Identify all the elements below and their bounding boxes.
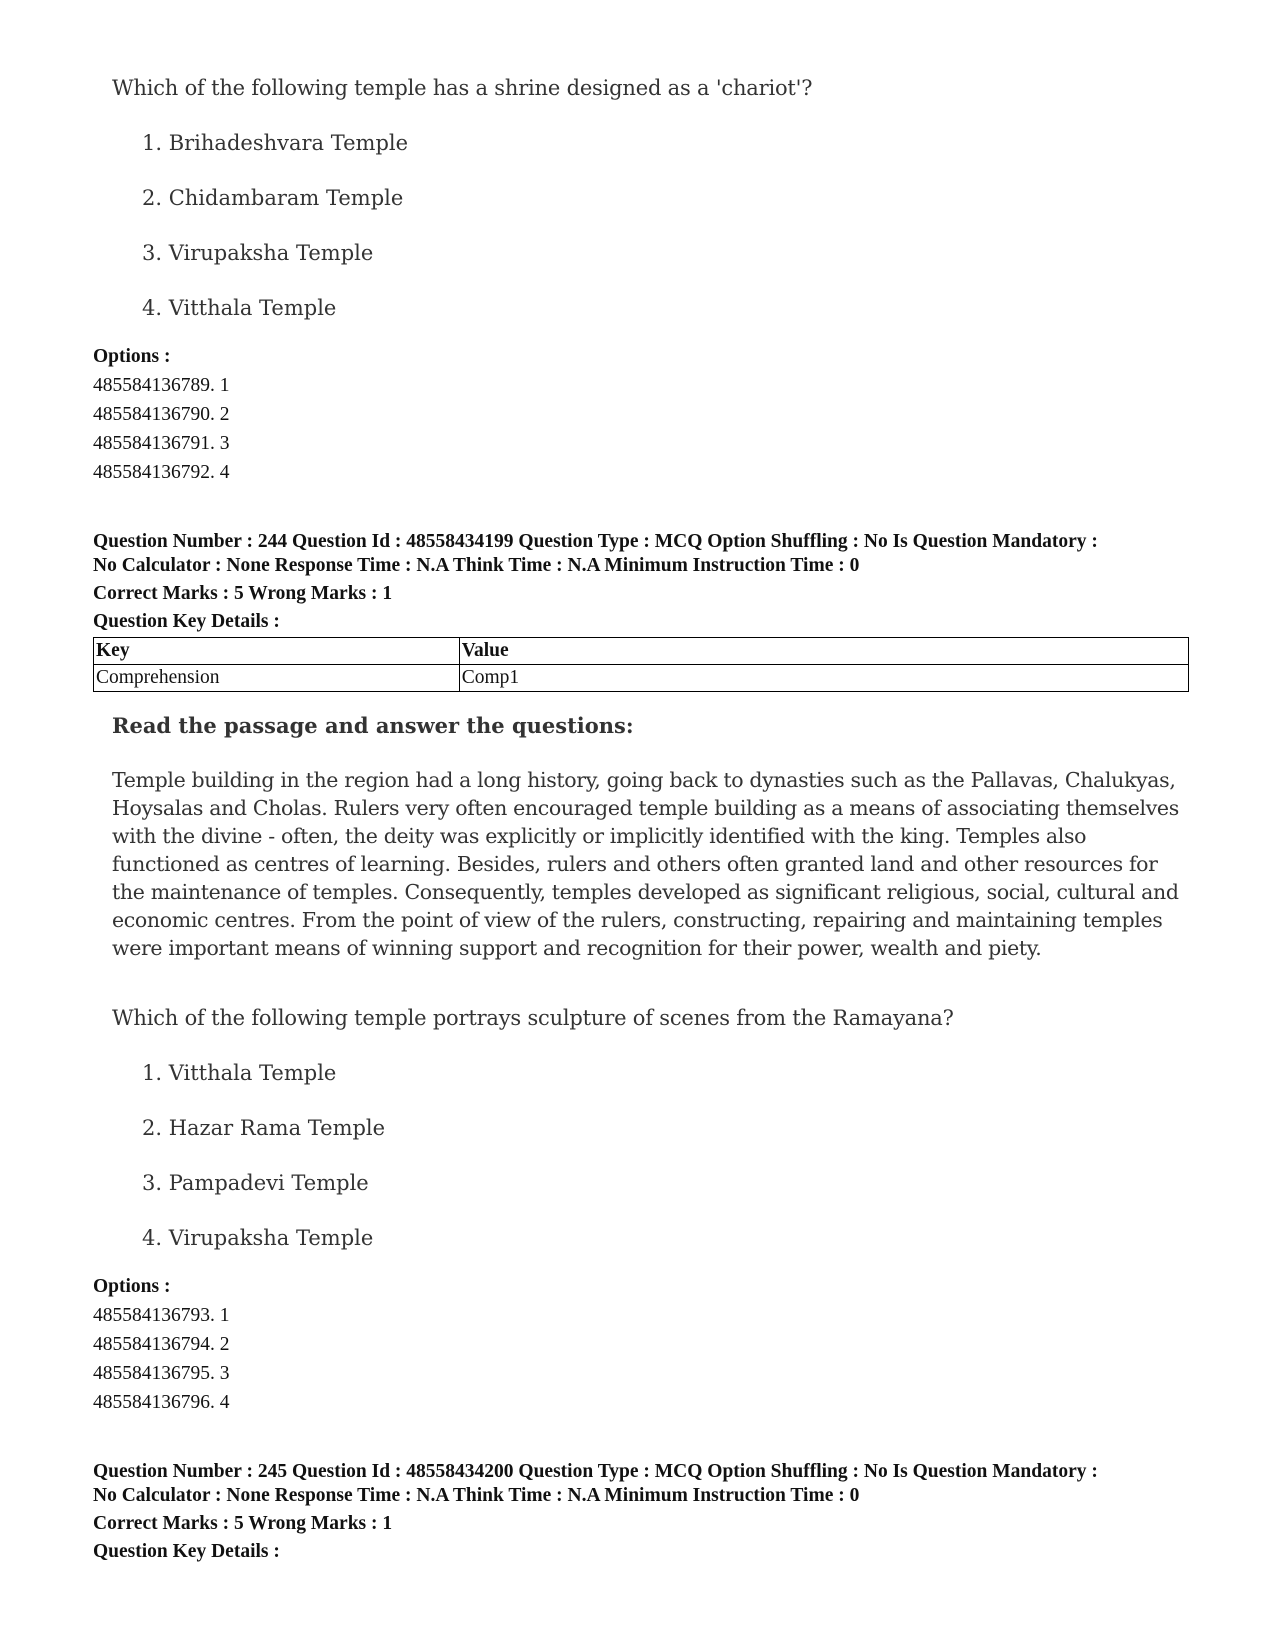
option-id-4: 485584136796. 4 <box>93 1392 230 1413</box>
key-details-label: Question Key Details : <box>93 611 280 632</box>
question-meta-line-2: No Calculator : None Response Time : N.A Think Time : N.A Minimum Instruction Time : 0 <box>93 555 860 576</box>
question-meta-line-1: Question Number : 245 Question Id : 48558434200 Question Type : MCQ Option Shuffling : No Is Question Mandatory : <box>93 1461 1098 1482</box>
option-id-1: 485584136793. 1 <box>93 1305 230 1326</box>
question-meta <box>93 530 1203 578</box>
option-id-2: 485584136794. 2 <box>93 1334 230 1355</box>
marks-line: Correct Marks : 5 Wrong Marks : 1 <box>93 583 393 604</box>
option-id-2: 485584136790. 2 <box>93 404 230 425</box>
option-id-3: 485584136795. 3 <box>93 1363 230 1384</box>
options-block <box>93 342 230 487</box>
choice-2: 2. Chidambaram Temple <box>142 186 404 210</box>
options-label: Options : <box>93 346 171 367</box>
key-details-table <box>93 637 1189 692</box>
choice-1: 1. Brihadeshvara Temple <box>142 131 409 155</box>
question-meta-line-2: No Calculator : None Response Time : N.A Think Time : N.A Minimum Instruction Time : 0 <box>93 1485 860 1506</box>
options-block <box>93 1272 230 1417</box>
key-details-label: Question Key Details : <box>93 1541 280 1562</box>
table-cell-key: Comprehension <box>94 665 460 692</box>
passage-title: Read the passage and answer the questions: <box>112 713 634 738</box>
choice-1: 1. Vitthala Temple <box>142 1061 337 1085</box>
question-text: Which of the following temple has a shrine designed as a 'chariot'? <box>112 76 813 100</box>
choice-4: 4. Vitthala Temple <box>142 296 337 320</box>
choice-2: 2. Hazar Rama Temple <box>142 1116 386 1140</box>
options-label: Options : <box>93 1276 171 1297</box>
table-row <box>94 665 1189 692</box>
option-id-1: 485584136789. 1 <box>93 375 230 396</box>
choice-3: 3. Pampadevi Temple <box>142 1171 369 1195</box>
passage-text: Temple building in the region had a long history, going back to dynasties such as the Pallavas, Chalukyas, Hoysalas and Cholas. Rulers very often encouraged temple building as a means of associating themselves with the divine - often, the deity was explicitly or implicitly identified with the king. Temples also functioned as centres of learning. Besides, rulers and others often granted land and other resources for the maintenance of temples. Consequently, temples developed as significant religious, social, cultural and economic centres. From the point of view of the rulers, constructing, repairing and maintaining temples were important means of winning support and recognition for their power, wealth and piety. <box>112 768 1179 960</box>
table-header-value: Value <box>459 638 1188 665</box>
question-meta <box>93 1460 1203 1508</box>
question-text: Which of the following temple portrays sculpture of scenes from the Ramayana? <box>112 1006 954 1030</box>
option-id-3: 485584136791. 3 <box>93 433 230 454</box>
option-id-4: 485584136792. 4 <box>93 462 230 483</box>
choice-4: 4. Virupaksha Temple <box>142 1226 374 1250</box>
table-header-row <box>94 638 1189 665</box>
question-meta-line-1: Question Number : 244 Question Id : 48558434199 Question Type : MCQ Option Shuffling : No Is Question Mandatory : <box>93 531 1098 552</box>
table-header-key: Key <box>94 638 460 665</box>
choice-3: 3. Virupaksha Temple <box>142 241 374 265</box>
table-cell-value: Comp1 <box>459 665 1188 692</box>
marks-line: Correct Marks : 5 Wrong Marks : 1 <box>93 1513 393 1534</box>
